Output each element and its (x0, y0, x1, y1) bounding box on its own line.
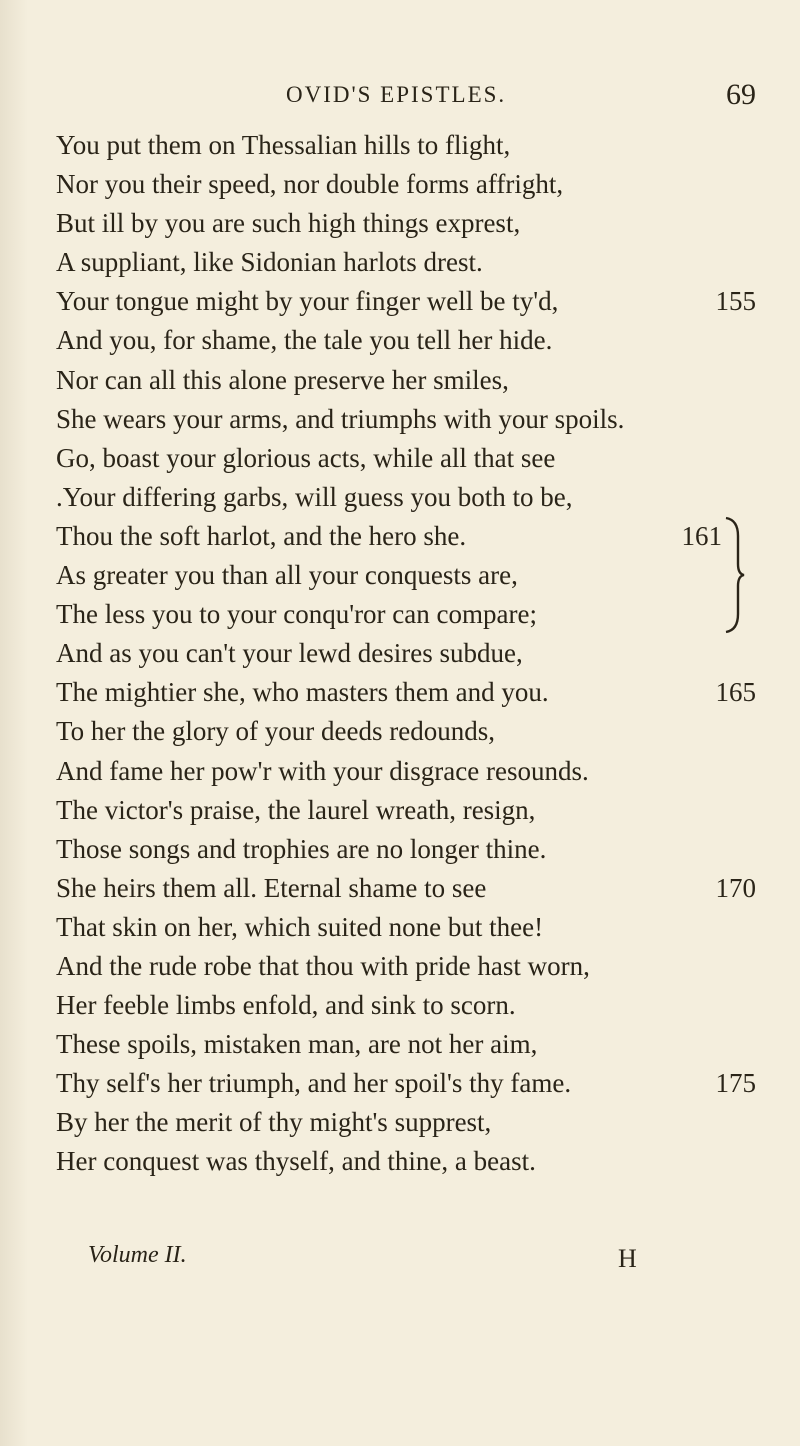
verse-line-text: By her the merit of thy might's supprest, (56, 1107, 492, 1138)
verse-line-text: A suppliant, like Sidonian harlots drest. (56, 247, 483, 278)
verse-line (56, 478, 756, 517)
page-footer (88, 1242, 648, 1282)
verse-line (56, 400, 756, 439)
verse-line (56, 869, 756, 908)
verse-line-text: The mightier she, who masters them and you. (56, 677, 549, 708)
verse-line (56, 1064, 756, 1103)
verse-line-text: Thy self's her triumph, and her spoil's thy fame. (56, 1068, 572, 1099)
verse-line (56, 556, 756, 595)
verse-line-text: Those songs and trophies are no longer thine. (56, 833, 547, 864)
verse-line-text: And the rude robe that thou with pride hast worn, (56, 950, 590, 981)
verse-line-text: You put them on Thessalian hills to flight, (56, 130, 511, 160)
verse-line-text: And fame her pow'r with your disgrace resounds. (56, 755, 589, 786)
running-head: OVID'S EPISTLES. (286, 82, 507, 107)
verse-line (56, 634, 756, 673)
triplet-brace-icon (724, 516, 746, 634)
verse-line-text: Go, boast your glorious acts, while all that see (56, 442, 556, 473)
verse-line-text: The less you to your conqu'ror can compare; (56, 599, 537, 630)
verse-line-text: As greater you than all your conquests are, (56, 560, 518, 591)
verse-line (56, 126, 756, 165)
verse-line-text: Nor can all this alone preserve her smiles, (56, 364, 509, 395)
verse-line-text: That skin on her, which suited none but thee! (56, 911, 544, 942)
verse-line-text: She heirs them all. Eternal shame to see (56, 872, 487, 903)
verse-line (56, 908, 756, 947)
verse-line (56, 1103, 756, 1142)
verse-line-text: Her feeble limbs enfold, and sink to scorn. (56, 990, 516, 1021)
line-number: 155 (715, 286, 756, 317)
page-number: 69 (726, 78, 756, 111)
verse-line (56, 673, 756, 712)
verse-line-text: Nor you their speed, nor double forms affright, (56, 169, 564, 200)
verse-line (56, 712, 756, 751)
verse-line (56, 204, 756, 243)
verse-line-text: She wears your arms, and triumphs with your spoils. (56, 403, 625, 434)
verse-line (56, 282, 756, 321)
line-number: 161 (681, 520, 722, 551)
verse-line (56, 947, 756, 986)
verse-line (56, 752, 756, 791)
verse-line-text: Thou the soft harlot, and the hero she. (56, 520, 467, 551)
verse-line-text: And as you can't your lewd desires subdue, (56, 638, 523, 669)
line-number: 170 (715, 872, 756, 903)
verse-line (56, 165, 756, 204)
verse-line (56, 986, 756, 1025)
verse-line (56, 439, 756, 478)
volume-label: Volume II. (88, 1242, 187, 1268)
poem-text (56, 126, 756, 1182)
verse-line (56, 830, 756, 869)
line-number: 165 (715, 677, 756, 708)
verse-line (56, 1142, 756, 1181)
verse-line-text: To her the glory of your deeds redounds, (56, 716, 496, 747)
verse-line-text: And you, for shame, the tale you tell her hide. (56, 325, 553, 356)
page-header (56, 80, 756, 120)
verse-line (56, 361, 756, 400)
verse-line (56, 1025, 756, 1064)
line-number: 175 (715, 1068, 756, 1099)
verse-line (56, 321, 756, 360)
verse-line-text: .Your differing garbs, will guess you both to be, (56, 481, 573, 512)
verse-line-text: These spoils, mistaken man, are not her aim, (56, 1029, 538, 1060)
verse-line-text: The victor's praise, the laurel wreath, resign, (56, 794, 536, 825)
verse-line-text: But ill by you are such high things exprest, (56, 208, 521, 239)
verse-line (56, 595, 756, 634)
verse-line (56, 517, 756, 556)
verse-line-text: Her conquest was thyself, and thine, a beast. (56, 1146, 536, 1177)
signature-mark: H (618, 1244, 637, 1273)
verse-line (56, 243, 756, 282)
verse-line-text: Your tongue might by your finger well be ty'd, (56, 286, 559, 317)
verse-line (56, 791, 756, 830)
